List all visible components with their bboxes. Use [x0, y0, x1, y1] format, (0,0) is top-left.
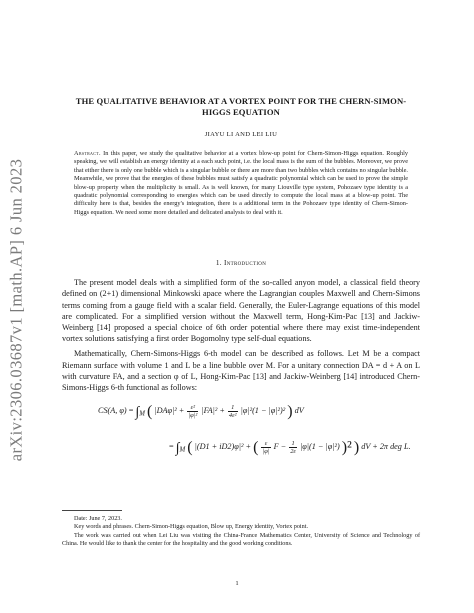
section-heading	[62, 259, 420, 267]
abstract-text: In this paper, we study the qualitative behavior at a vortex blow-up point for Chern-Simon-Higgs equation. Roughly speaking, we will establish an energy identity at a each such point, i.e. the local mass is the sum of the bubbles. Moreover, we prove that either there is only one bubble which is a singular bubble or there are more than two bubbles which contains no singular bubble. Meanwhile, we prove that the energies of these bubbles must satisfy a quadratic polynomial which can be used to prove the simple blow-up property when the multiplicity is small. As is well known, for many Liouville type system, Pohozaev type identity is a quadratic polynomial corresponding to energies which can be used directly to compute the local mass at a blow-up point. The difficulty here is that, besides the energy's integration, there is a additional term in the Pohozaev type identity of Chern-Simon-Higgs equation. We need some more detailed and delicated analysis to deal with it.	[74, 150, 408, 216]
paper-authors: JIAYU LI AND LEI LIU	[204, 131, 278, 138]
abstract	[74, 150, 408, 217]
fraction-4-num: 1	[289, 440, 297, 448]
integral-domain: M	[139, 410, 145, 418]
open-paren-2: (	[187, 439, 193, 457]
footnote-acknowledgment: The work was carried out when Lei Liu was visiting the China-France Mathematics Center, University of Science and Technology of China. He would like to thank the center for the hospitality and the good working conditions.	[62, 531, 420, 548]
fraction-3-num: ε	[261, 440, 270, 448]
section-number: 1.	[215, 259, 222, 268]
term-potential: |φ|²(1 − |φ|²)²	[240, 406, 286, 416]
integral-symbol: ∫	[135, 405, 140, 421]
fraction-1-den: |φ|²	[188, 411, 198, 419]
paragraph-1: The present model deals with a simplified form of the so-called anyon model, a classical field theory defined on (2+1) dimensional Minkowski apace where the Lagrangian couples Maxwell and Chern-Simons terms coming from a gauge field with a scalar field. Generally, the Euler-Lagrange equations of this model are complicated. For a simplified version without the Maxwell term, Hong-Kim-Pac [13] and Jackiw-Weinberg [14] proposed a special choice of 6th order potential where there may exist time-independent vortex solutions satisfying a first order Bogomolny type self-dual equations.	[62, 278, 420, 344]
term-curvature: |FA|² +	[201, 406, 225, 416]
paper-title: THE QUALITATIVE BEHAVIOR AT A VORTEX POINT FOR THE CHERN-SIMON-HIGGS EQUATION	[75, 96, 407, 117]
volume-element: dV	[294, 406, 304, 416]
open-paren: (	[146, 403, 153, 421]
paragraph-2: Mathematically, Chern-Simons-Higgs 6-th model can be described as follows. Let M be a compact Riemann surface with volume 1 and L be a line bubble over M. For a unitary connection DA = d + A on L with curvature FA, and a section φ of L, Hong-Kim-Pac [13] and Jackiw-Weinberg [14] introduced Chern-Simons-Higgs 6-th functional as follows:	[62, 349, 420, 393]
equation-line-1	[98, 403, 304, 421]
paper-page	[62, 96, 420, 469]
fraction-3-den: |φ|	[262, 447, 270, 455]
term-self-dual: |(D1 + iD2)φ|² +	[194, 442, 252, 452]
inner-close-paren: )²	[341, 439, 352, 457]
close-paren: )	[287, 403, 293, 421]
equals-sign-2: =	[169, 442, 174, 452]
fraction-3	[261, 440, 270, 456]
fraction-4-den: 2ε	[290, 447, 296, 455]
inner-open-paren: (	[253, 439, 259, 457]
fraction-1	[187, 404, 198, 420]
abstract-label: Abstract.	[74, 150, 101, 157]
fraction-2-den: 4ε²	[228, 411, 237, 419]
section-title: Introduction	[224, 259, 267, 268]
outer-close-paren: )	[353, 439, 360, 457]
fraction-2	[228, 404, 238, 420]
fraction-4	[289, 440, 297, 456]
equation-lhs: CS(A, φ)	[98, 406, 127, 416]
term-potential-2: |φ|(1 − |φ|²)	[299, 442, 340, 452]
functional-equation	[62, 399, 420, 469]
page-number: 1	[235, 580, 239, 587]
integral-symbol-2: ∫	[175, 441, 180, 457]
equation-line-2	[169, 439, 411, 457]
footnotes	[62, 510, 420, 549]
fraction-1-num: ε²	[187, 404, 198, 412]
arxiv-stamp	[2, 140, 30, 480]
term-covariant: |DAφ|² +	[154, 406, 185, 416]
body-text	[62, 277, 420, 393]
fraction-2-num: 1	[228, 404, 238, 412]
arxiv-identifier: arXiv:2306.03687v1 [math.AP] 6 Jun 2023	[6, 158, 25, 462]
term-field: F −	[273, 442, 287, 452]
equation-tail: dV + 2π deg L.	[361, 442, 411, 452]
footnote-date: Date: June 7, 2023.	[74, 515, 122, 522]
footnote-rule	[62, 510, 122, 511]
footnote-keywords: Key words and phrases. Chern-Simon-Higgs equation, Blow up, Energy identity, Vortex point.	[74, 523, 309, 531]
integral-domain-2: M	[179, 446, 186, 454]
equals-sign: =	[128, 406, 134, 416]
